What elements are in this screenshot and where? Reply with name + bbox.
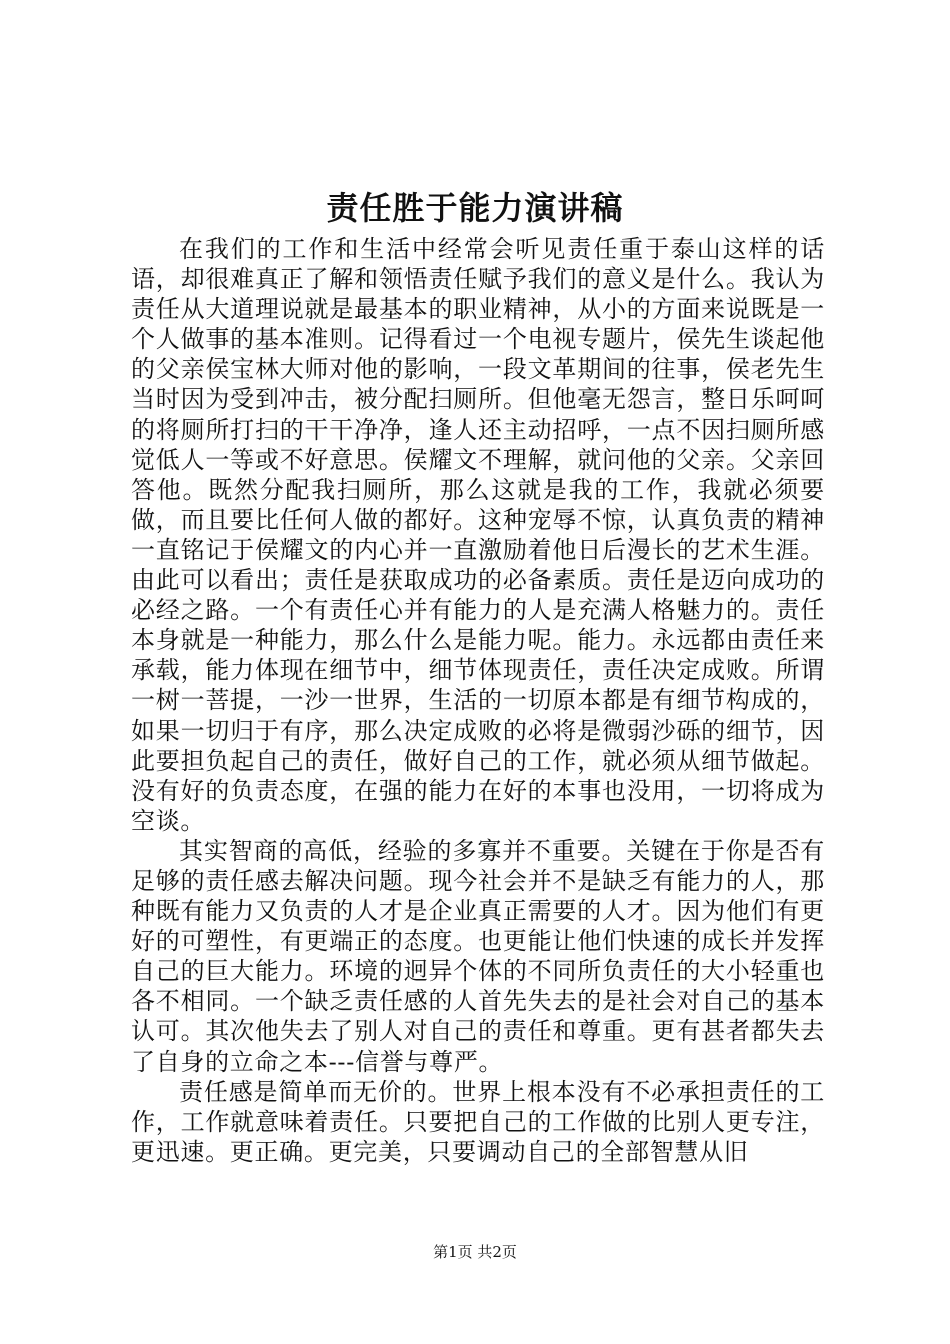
document-title: 责任胜于能力演讲稿 (326, 189, 624, 227)
document-body (131, 234, 825, 1167)
paragraph-1: 在我们的工作和生活中经常会听见责任重于泰山这样的话语，却很难真正了解和领悟责任赋予我们的意义是什么。我认为责任从大道理说就是最基本的职业精神，从小的方面来说既是一个人做事的基本准则。记得看过一个电视专题片，侯先生谈起他的父亲侯宝林大师对他的影响，一段文革期间的往事，侯老先生当时因为受到冲击，被分配扫厕所。但他毫无怨言，整日乐呵呵的将厕所打扫的干干净净，逢人还主动招呼，一点不因扫厕所感觉低人一等或不好意思。侯耀文不理解，就问他的父亲。父亲回答他。既然分配我扫厕所，那么这就是我的工作，我就必须要做，而且要比任何人做的都好。这种宠辱不惊，认真负责的精神一直铭记于侯耀文的内心并一直激励着他日后漫长的艺术生涯。由此可以看出；责任是获取成功的必备素质。责任是迈向成功的必经之路。一个有责任心并有能力的人是充满人格魅力的。责任本身就是一种能力，那么什么是能力呢。能力。永远都由责任来承载，能力体现在细节中，细节体现责任，责任决定成败。所谓一树一菩提，一沙一世界，生活的一切原本都是有细节构成的，如果一切归于有序，那么决定成败的必将是微弱沙砾的细节，因此要担负起自己的责任，做好自己的工作，就必须从细节做起。没有好的负责态度，在强的能力在好的本事也没用，一切将成为空谈。 (131, 235, 825, 835)
page-footer: 第1页 共2页 (433, 1243, 517, 1261)
paragraph-3: 责任感是简单而无价的。世界上根本没有不必承担责任的工作，工作就意味着责任。只要把自己的工作做的比别人更专注，更迅速。更正确。更完美，只要调动自己的全部智慧从旧 (131, 1077, 825, 1166)
paragraph-2: 其实智商的高低，经验的多寡并不重要。关键在于你是否有足够的责任感去解决问题。现今社会并不是缺乏有能力的人，那种既有能力又负责的人才是企业真正需要的人才。因为他们有更好的可塑性，有更端正的态度。也更能让他们快速的成长并发挥自己的巨大能力。环境的迥异个体的不同所负责任的大小轻重也各不相同。一个缺乏责任感的人首先失去的是社会对自己的基本认可。其次他失去了别人对自己的责任和尊重。更有甚者都失去了自身的立命之本---信誉与尊严。 (131, 836, 825, 1076)
